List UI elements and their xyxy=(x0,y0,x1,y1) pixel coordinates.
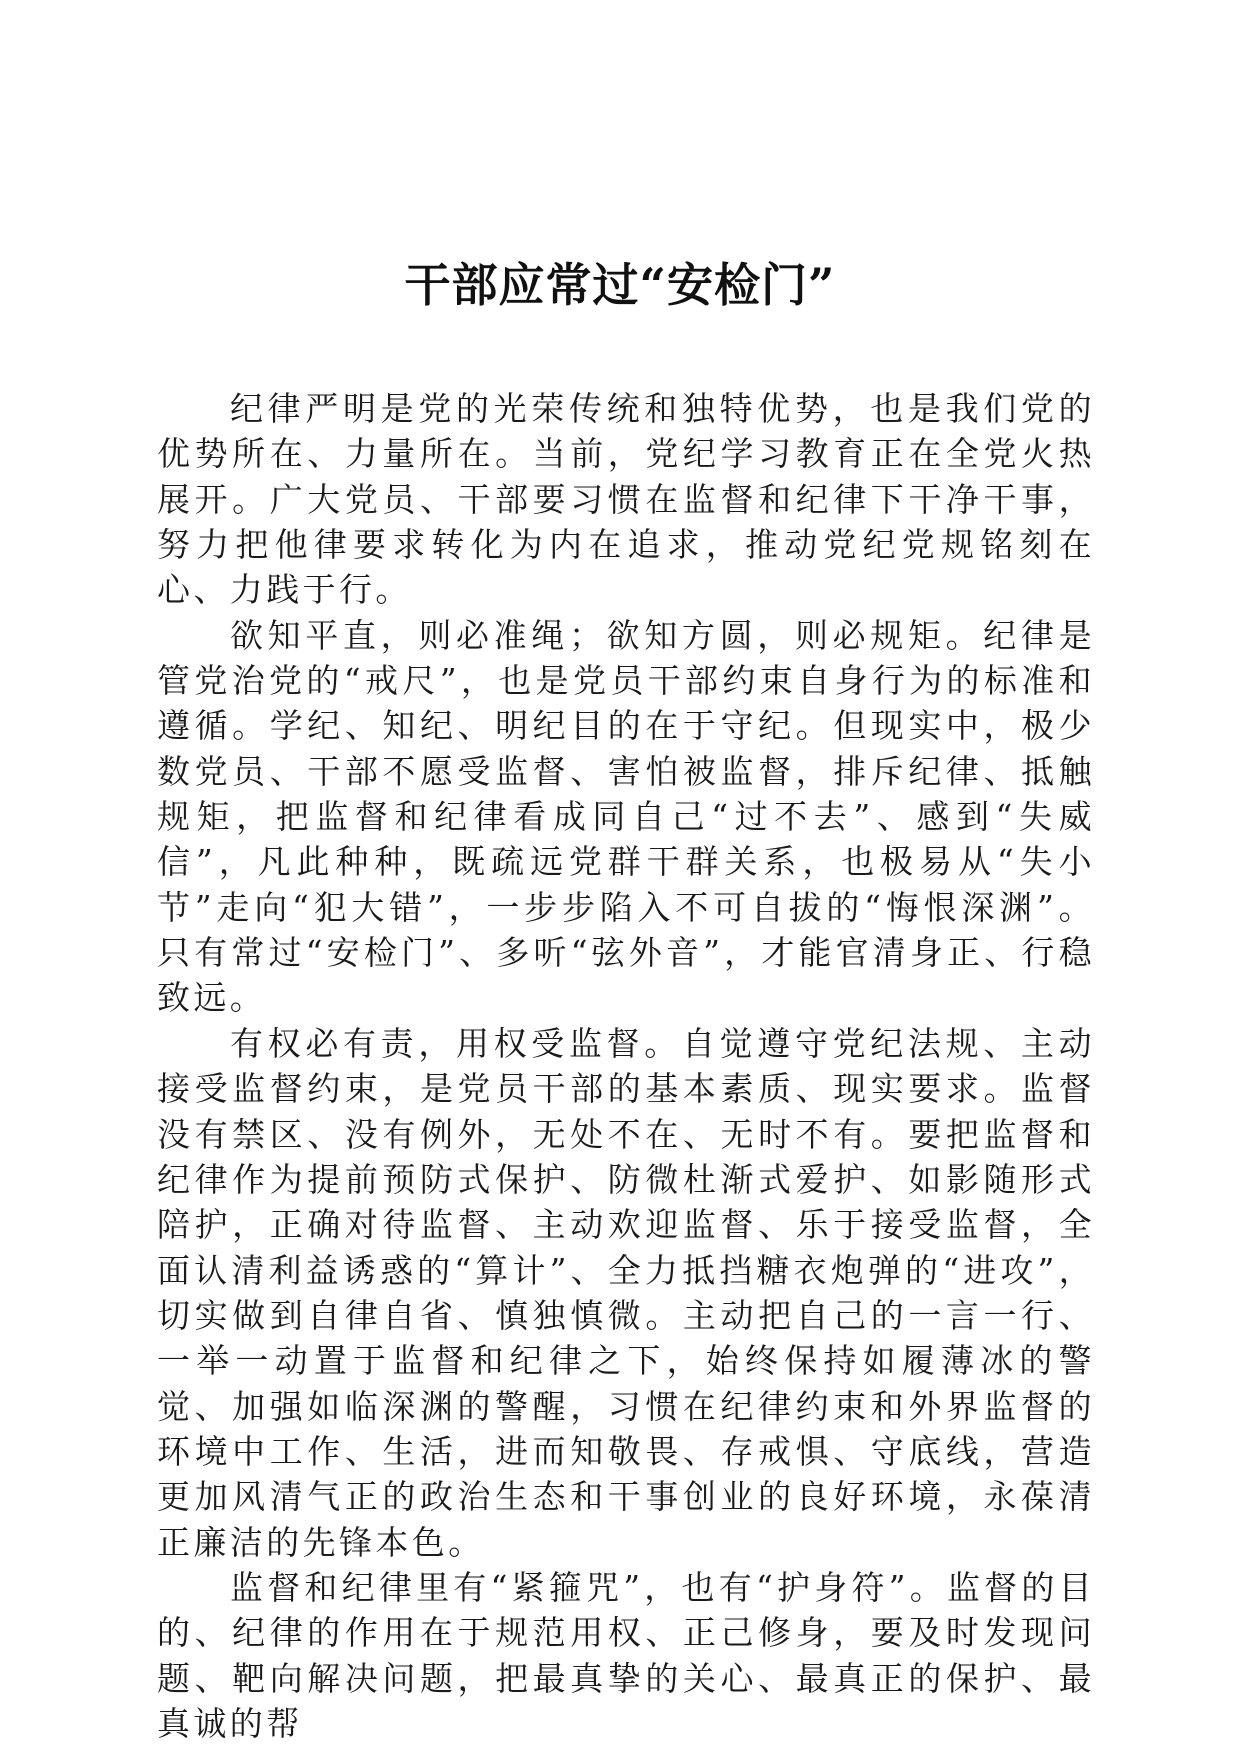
paragraph-3: 有权必有责，用权受监督。自觉遵守党纪法规、主动接受监督约束，是党员干部的基本素质、现实要求。监督没有禁区、没有例外，无处不在、无时不有。要把监督和纪律作为提前预防式保护、防微杜渐式爱护、如影随形式陪护，正确对待监督、主动欢迎监督、乐于接受监督，全面认清利益诱惑的“算计”、全力抵挡糖衣炮弹的“进攻”，切实做到自律自省、慎独慎微。主动把自己的一言一行、一举一动置于监督和纪律之下，始终保持如履薄冰的警觉、加强如临深渊的警醒，习惯在纪律约束和外界监督的环境中工作、生活，进而知敬畏、存戒惧、守底线，营造更加风清气正的政治生态和干事创业的良好环境，永葆清正廉洁的先锋本色。 xyxy=(157,1023,1095,1562)
paragraph-4: 监督和纪律里有“紧箍咒”，也有“护身符”。监督的目的、纪律的作用在于规范用权、正己修身，要及时发现问题、靶向解决问题，把最真挚的关心、最真正的保护、最真诚的帮 xyxy=(157,1567,1095,1743)
document-body xyxy=(157,386,1095,1746)
paragraph-1: 纪律严明是党的光荣传统和独特优势，也是我们党的优势所在、力量所在。当前，党纪学习教育正在全党火热展开。广大党员、干部要习惯在监督和纪律下干净干事，努力把他律要求转化为内在追求，推动党纪党规铭刻在心、力践于行。 xyxy=(157,389,1095,610)
paragraph-2: 欲知平直，则必准绳；欲知方圆，则必规矩。纪律是管党治党的“戒尺”，也是党员干部约束自身行为的标准和遵循。学纪、知纪、明纪目的在于守纪。但现实中，极少数党员、干部不愿受监督、害怕被监督，排斥纪律、抵触规矩，把监督和纪律看成同自己“过不去”、感到“失威信”，凡此种种，既疏远党群干群关系，也极易从“失小节”走向“犯大错”，一步步陷入不可自拔的“悔恨深渊”。只有常过“安检门”、多听“弦外音”，才能官清身正、行稳致远。 xyxy=(157,615,1095,1018)
document-title: 干部应常过“安检门” xyxy=(404,258,836,312)
